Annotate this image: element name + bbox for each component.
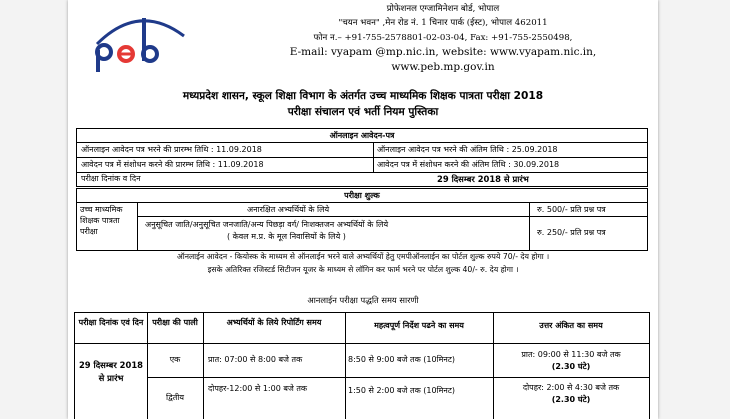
schedule-date: 29 दिसम्बर 2018 से प्रारंभ [78,360,143,383]
shift-2-answer: दोपहर: 2:00 से 4:30 बजे तक [522,383,620,392]
edit-start-date: आवेदन पत्र में संशोधन करने की प्रारम्भ तिथि : 11.09.2018 [81,160,264,169]
portal-fee-note-2: इसके अतिरिक्त रजिस्टर्ड सिटीजन यूजर के माध्यम से लॉगिन कर फार्म भरने पर पोर्टल शुल्क 40/- रु. देय होगा । [207,265,519,274]
title-line-2: परीक्षा संचालन एवं भर्ती नियम पुस्तिका [287,106,439,118]
shift-1-answer: प्रात: 09:00 से 11:30 बजे तक [521,350,621,359]
online-form-heading: ऑनलाइन आवेदन-पत्र [329,131,395,140]
fee-reserved-label: अनुसूचित जाति/अनुसूचित जनजाति/अन्य पिछड़ा वर्ग/ निःशक्तजन अभ्यर्थियों के लिये [145,220,389,229]
org-email: E-mail: vyapam @mp.nic.in, website: www.vyapam.nic.in, [289,46,597,59]
online-form-table [76,128,648,187]
shift-2-duration: (2.30 घंटे) [551,395,591,404]
shift-1-reporting: प्रात: 07:00 से 8:00 बजे तक [208,355,303,364]
col-header-reporting: अभ्यर्थियों के लिये रिपोर्टिंग समय [226,318,322,327]
logo-text: peb [94,14,96,15]
col-header-instructions: महत्वपूर्ण निर्देश पढने का समय [374,321,464,330]
shift-1-instructions: 8:50 से 9:00 बजे तक (10मिनट) [348,355,456,364]
col-header-date: परीक्षा दिनांक एवं दिन [78,318,144,327]
fee-general-value: रु. 500/- प्रति प्रश्न पत्र [537,205,606,214]
peb-logo [94,14,189,74]
letterhead-text [238,2,648,74]
col-header-shift: परीक्षा की पाली [152,318,198,327]
org-phone: फोन न.– +91-755-2578801-02-03-04, Fax: +91-755-2550498, [313,32,573,43]
document-title [68,88,658,120]
shift-2-reporting: दोपहर-12:00 से 1:00 बजे तक [208,384,308,393]
fee-heading: परीक्षा शुल्क [344,191,380,200]
exam-date-value: 29 दिसम्बर 2018 से प्रारंभ [437,174,529,184]
fee-exam-name: उच्च माध्यमिक शिक्षक पात्रता परीक्षा [80,205,123,236]
schedule-table [74,312,650,419]
letterhead [68,0,658,80]
fee-table [76,188,648,251]
shift-2: द्वितीय [166,393,184,402]
schedule-title: आनलाईन परीक्षा पद्धति समय सारणी [307,295,419,305]
portal-fee-note-1: ऑनलाईन आवेदन - कियोस्क के माध्यम से ऑनलाईन भरने वाले अभ्यर्थियों हेतु एमपीऑनलाईन का पोर्टल शुल्क रुपये 70/- देय होगा । [176,252,550,261]
org-website: www.peb.mp.gov.in [391,60,495,73]
edit-end-date: आवेदन पत्र में संशोधन करने की अंतिम तिथि : 30.09.2018 [377,160,560,169]
shift-2-instructions: 1:50 से 2:00 बजे तक (10मिनट) [348,386,456,395]
fee-reserved-value: रु. 250/- प्रति प्रश्न पत्र [537,228,606,237]
fee-reserved-note: ( केवल म.प्र. के मूल निवासियों के लिये ) [227,232,346,241]
fee-general-label: अनारक्षित अभ्यर्थियों के लिये [247,205,330,214]
title-line-1: मध्यप्रदेश शासन, स्कूल शिक्षा विभाग के अंतर्गत उच्च माध्यमिक शिक्षक पात्रता परीक्षा 2018 [182,90,544,102]
org-address: "चयन भवन" ,मेन रोड नं. 1 चिनार पार्क (ईस्ट), भोपाल 462011 [338,18,548,29]
start-date: ऑनलाइन आवेदन पत्र भरने की प्रारम्भ तिथि : 11.09.2018 [81,145,262,154]
end-date: ऑनलाइन आवेदन पत्र भरने की अंतिम तिथि : 25.09.2018 [377,145,558,154]
col-header-answer: उत्तर अंकित का समय [539,321,603,330]
document-page [68,0,658,419]
shift-1-duration: (2.30 घंटे) [551,362,591,371]
exam-date-label: परीक्षा दिनांक व दिन [81,174,141,183]
org-name: प्रोफेशनल एग्जामिनेशन बोर्ड, भोपाल [386,4,500,14]
shift-1: एक [169,355,181,364]
